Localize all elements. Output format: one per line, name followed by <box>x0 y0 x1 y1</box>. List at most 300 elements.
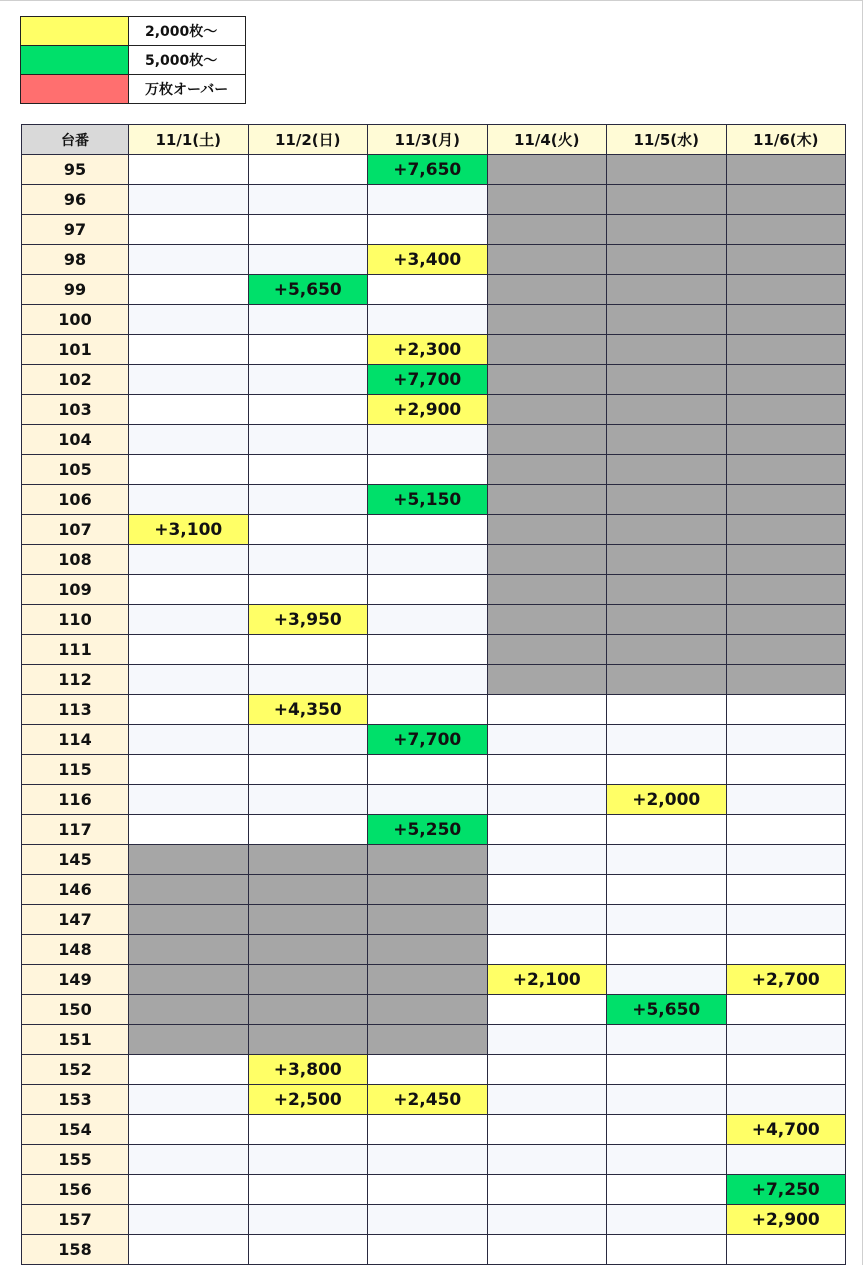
machine-number: 95 <box>22 155 129 185</box>
result-cell <box>368 875 488 905</box>
result-cell <box>368 665 488 695</box>
result-cell <box>248 1115 368 1145</box>
result-cell <box>248 965 368 995</box>
result-cell <box>726 365 846 395</box>
machine-number: 96 <box>22 185 129 215</box>
table-row <box>22 755 846 785</box>
result-cell <box>726 695 846 725</box>
result-cell <box>129 335 249 365</box>
result-cell: +3,950 <box>248 605 368 635</box>
table-row <box>22 1145 846 1175</box>
result-cell <box>248 635 368 665</box>
machine-number: 101 <box>22 335 129 365</box>
result-cell: +2,300 <box>368 335 488 365</box>
result-cell <box>726 1085 846 1115</box>
result-cell <box>607 305 727 335</box>
result-cell <box>368 215 488 245</box>
result-cell <box>726 605 846 635</box>
table-row <box>22 515 846 545</box>
result-cell <box>607 395 727 425</box>
result-cell <box>129 1025 249 1055</box>
result-cell <box>607 635 727 665</box>
result-cell <box>368 185 488 215</box>
result-cell: +2,900 <box>368 395 488 425</box>
result-cell <box>487 425 607 455</box>
result-cell: +4,700 <box>726 1115 846 1145</box>
result-cell <box>607 965 727 995</box>
result-cell <box>368 785 488 815</box>
table-row <box>22 875 846 905</box>
machine-number: 110 <box>22 605 129 635</box>
result-cell <box>726 905 846 935</box>
result-cell <box>726 245 846 275</box>
table-row <box>22 725 846 755</box>
machine-number: 154 <box>22 1115 129 1145</box>
result-cell <box>487 155 607 185</box>
machine-number: 113 <box>22 695 129 725</box>
result-cell <box>368 1115 488 1145</box>
result-cell <box>248 575 368 605</box>
result-cell: +5,250 <box>368 815 488 845</box>
result-cell <box>368 545 488 575</box>
result-cell <box>129 545 249 575</box>
result-cell <box>129 965 249 995</box>
machine-number: 116 <box>22 785 129 815</box>
table-row <box>22 995 846 1025</box>
machine-number: 106 <box>22 485 129 515</box>
result-cell <box>607 425 727 455</box>
table-row <box>22 245 846 275</box>
result-cell <box>726 155 846 185</box>
machine-number-header: 台番 <box>22 125 129 155</box>
table-row <box>22 155 846 185</box>
result-cell <box>487 995 607 1025</box>
result-cell <box>607 875 727 905</box>
result-cell <box>726 455 846 485</box>
machine-number: 158 <box>22 1235 129 1265</box>
result-cell <box>129 1175 249 1205</box>
result-cell <box>726 1235 846 1265</box>
result-cell <box>726 275 846 305</box>
result-cell <box>607 755 727 785</box>
table-row <box>22 785 846 815</box>
result-cell <box>368 695 488 725</box>
result-cell <box>607 515 727 545</box>
result-cell <box>129 1085 249 1115</box>
result-cell <box>607 605 727 635</box>
result-cell <box>487 635 607 665</box>
result-cell <box>607 185 727 215</box>
result-cell: +5,150 <box>368 485 488 515</box>
result-cell <box>487 395 607 425</box>
result-cell <box>248 365 368 395</box>
result-cell <box>368 275 488 305</box>
machine-number: 115 <box>22 755 129 785</box>
machine-number: 104 <box>22 425 129 455</box>
result-cell <box>487 755 607 785</box>
machine-number: 150 <box>22 995 129 1025</box>
result-cell <box>726 1145 846 1175</box>
result-cell <box>487 725 607 755</box>
result-cell <box>726 1025 846 1055</box>
result-cell <box>129 245 249 275</box>
result-cell <box>129 905 249 935</box>
table-row <box>22 575 846 605</box>
result-cell <box>368 575 488 605</box>
result-cell <box>487 305 607 335</box>
table-row <box>22 605 846 635</box>
result-cell <box>487 1085 607 1115</box>
machine-number: 97 <box>22 215 129 245</box>
result-cell <box>368 845 488 875</box>
results-table <box>21 124 846 1265</box>
result-cell: +2,000 <box>607 785 727 815</box>
result-cell <box>487 695 607 725</box>
result-cell <box>726 545 846 575</box>
result-cell: +7,700 <box>368 725 488 755</box>
result-cell <box>248 1205 368 1235</box>
table-row <box>22 185 846 215</box>
result-cell <box>607 275 727 305</box>
table-row <box>22 455 846 485</box>
result-cell <box>726 395 846 425</box>
result-cell <box>726 305 846 335</box>
result-cell <box>607 245 727 275</box>
result-cell <box>129 935 249 965</box>
machine-number: 108 <box>22 545 129 575</box>
result-cell <box>248 815 368 845</box>
result-cell <box>607 1235 727 1265</box>
result-cell <box>368 995 488 1025</box>
legend-swatch-yellow <box>21 17 129 46</box>
result-cell <box>368 905 488 935</box>
machine-number: 146 <box>22 875 129 905</box>
result-cell <box>368 605 488 635</box>
table-row <box>22 1175 846 1205</box>
result-cell <box>248 425 368 455</box>
legend-swatch-red <box>21 75 129 104</box>
result-cell <box>607 665 727 695</box>
result-cell <box>487 815 607 845</box>
result-cell <box>129 275 249 305</box>
result-cell <box>248 545 368 575</box>
result-cell <box>607 335 727 365</box>
result-cell <box>607 1175 727 1205</box>
result-cell <box>487 185 607 215</box>
result-cell <box>487 1205 607 1235</box>
result-cell <box>248 1025 368 1055</box>
machine-number: 148 <box>22 935 129 965</box>
result-cell <box>487 1175 607 1205</box>
result-cell <box>248 485 368 515</box>
result-cell: +3,800 <box>248 1055 368 1085</box>
table-row <box>22 935 846 965</box>
result-cell <box>248 755 368 785</box>
result-cell <box>248 905 368 935</box>
result-cell: +2,900 <box>726 1205 846 1235</box>
date-header: 11/5(水) <box>607 125 727 155</box>
result-cell: +5,650 <box>248 275 368 305</box>
result-cell <box>487 935 607 965</box>
result-cell <box>726 515 846 545</box>
result-cell <box>248 725 368 755</box>
result-cell <box>129 305 249 335</box>
result-cell <box>368 1175 488 1205</box>
result-cell <box>726 845 846 875</box>
table-row <box>22 695 846 725</box>
result-cell <box>248 335 368 365</box>
result-cell <box>607 455 727 485</box>
result-cell <box>129 185 249 215</box>
machine-number: 107 <box>22 515 129 545</box>
machine-number: 109 <box>22 575 129 605</box>
result-cell <box>607 725 727 755</box>
legend-label: 5,000枚～ <box>129 46 246 75</box>
machine-number: 151 <box>22 1025 129 1055</box>
result-cell <box>248 185 368 215</box>
table-row <box>22 425 846 455</box>
result-cell: +2,100 <box>487 965 607 995</box>
result-cell <box>726 425 846 455</box>
result-cell <box>368 1025 488 1055</box>
result-cell: +4,350 <box>248 695 368 725</box>
result-cell <box>607 1205 727 1235</box>
result-cell <box>487 875 607 905</box>
result-cell: +2,500 <box>248 1085 368 1115</box>
result-cell <box>487 545 607 575</box>
result-cell <box>248 305 368 335</box>
result-cell <box>726 815 846 845</box>
legend-label: 2,000枚～ <box>129 17 246 46</box>
machine-number: 98 <box>22 245 129 275</box>
machine-number: 102 <box>22 365 129 395</box>
result-cell <box>129 845 249 875</box>
table-row <box>22 215 846 245</box>
result-cell <box>607 1085 727 1115</box>
legend-swatch-green <box>21 46 129 75</box>
machine-number: 112 <box>22 665 129 695</box>
table-row <box>22 1085 846 1115</box>
result-cell <box>129 1205 249 1235</box>
table-row <box>22 1025 846 1055</box>
result-cell: +7,250 <box>726 1175 846 1205</box>
result-cell <box>248 665 368 695</box>
result-cell <box>726 635 846 665</box>
result-cell <box>726 785 846 815</box>
result-cell <box>368 1145 488 1175</box>
result-cell <box>726 755 846 785</box>
result-cell <box>487 1055 607 1085</box>
result-cell: +7,700 <box>368 365 488 395</box>
result-cell <box>726 875 846 905</box>
result-cell <box>368 425 488 455</box>
result-cell <box>607 1115 727 1145</box>
result-cell <box>368 635 488 665</box>
result-cell <box>726 1055 846 1085</box>
result-cell <box>607 695 727 725</box>
result-cell <box>129 725 249 755</box>
result-cell <box>487 845 607 875</box>
result-cell <box>487 785 607 815</box>
result-cell <box>487 515 607 545</box>
table-row <box>22 1055 846 1085</box>
result-cell <box>129 665 249 695</box>
result-cell <box>487 1115 607 1145</box>
table-row <box>22 305 846 335</box>
result-cell <box>607 155 727 185</box>
result-cell <box>487 605 607 635</box>
table-body <box>22 155 846 1265</box>
result-cell <box>129 575 249 605</box>
result-cell <box>726 335 846 365</box>
result-cell <box>368 1235 488 1265</box>
result-cell <box>129 215 249 245</box>
machine-number: 157 <box>22 1205 129 1235</box>
result-cell <box>368 755 488 785</box>
result-cell <box>607 1025 727 1055</box>
result-cell <box>248 1235 368 1265</box>
date-header: 11/4(火) <box>487 125 607 155</box>
result-cell <box>129 395 249 425</box>
result-cell <box>487 905 607 935</box>
result-cell <box>368 1205 488 1235</box>
result-cell <box>248 515 368 545</box>
table-row <box>22 545 846 575</box>
result-cell <box>607 815 727 845</box>
result-cell <box>129 1055 249 1085</box>
result-cell <box>487 455 607 485</box>
result-cell <box>487 1145 607 1175</box>
result-cell <box>487 245 607 275</box>
result-cell: +3,100 <box>129 515 249 545</box>
result-cell <box>368 935 488 965</box>
machine-number: 152 <box>22 1055 129 1085</box>
result-cell <box>248 215 368 245</box>
result-cell <box>248 785 368 815</box>
result-cell <box>607 1145 727 1175</box>
table-row <box>22 635 846 665</box>
result-cell <box>129 875 249 905</box>
result-cell <box>726 485 846 515</box>
machine-number: 103 <box>22 395 129 425</box>
machine-number: 145 <box>22 845 129 875</box>
machine-number: 111 <box>22 635 129 665</box>
result-cell <box>129 485 249 515</box>
result-cell <box>248 875 368 905</box>
result-cell <box>726 215 846 245</box>
table-row <box>22 275 846 305</box>
result-cell <box>368 965 488 995</box>
result-cell <box>248 245 368 275</box>
right-border <box>862 0 863 1265</box>
date-header: 11/6(木) <box>726 125 846 155</box>
result-cell <box>129 155 249 185</box>
result-cell <box>487 215 607 245</box>
result-cell <box>129 425 249 455</box>
result-cell <box>726 185 846 215</box>
date-header: 11/2(日) <box>248 125 368 155</box>
machine-number: 117 <box>22 815 129 845</box>
result-cell <box>487 485 607 515</box>
result-cell <box>129 1115 249 1145</box>
result-cell <box>487 365 607 395</box>
result-cell <box>607 485 727 515</box>
machine-number: 114 <box>22 725 129 755</box>
result-cell <box>607 935 727 965</box>
result-cell <box>607 215 727 245</box>
result-cell <box>726 935 846 965</box>
result-cell <box>607 905 727 935</box>
result-cell <box>607 545 727 575</box>
result-cell <box>129 785 249 815</box>
result-cell <box>726 575 846 605</box>
table-row <box>22 965 846 995</box>
machine-number: 153 <box>22 1085 129 1115</box>
result-cell <box>248 1175 368 1205</box>
result-cell <box>129 995 249 1025</box>
result-cell: +3,400 <box>368 245 488 275</box>
result-cell <box>607 575 727 605</box>
result-cell: +5,650 <box>607 995 727 1025</box>
result-cell <box>368 305 488 335</box>
legend-label: 万枚オーバー <box>129 75 246 104</box>
result-cell <box>368 1055 488 1085</box>
result-cell <box>368 455 488 485</box>
result-cell <box>726 665 846 695</box>
result-cell <box>368 515 488 545</box>
machine-number: 155 <box>22 1145 129 1175</box>
date-header: 11/3(月) <box>368 125 488 155</box>
table-row <box>22 815 846 845</box>
table-row <box>22 395 846 425</box>
result-cell <box>129 365 249 395</box>
result-cell <box>607 1055 727 1085</box>
header-row <box>22 125 846 155</box>
legend-row-5000 <box>21 46 246 75</box>
result-cell <box>487 1025 607 1055</box>
machine-number: 156 <box>22 1175 129 1205</box>
machine-number: 147 <box>22 905 129 935</box>
table-row <box>22 485 846 515</box>
result-cell <box>248 995 368 1025</box>
result-cell <box>129 1145 249 1175</box>
result-cell <box>129 455 249 485</box>
legend-row-2000 <box>21 17 246 46</box>
table-row <box>22 335 846 365</box>
result-cell <box>487 665 607 695</box>
table-row <box>22 1235 846 1265</box>
machine-number: 100 <box>22 305 129 335</box>
result-cell <box>607 365 727 395</box>
result-cell: +2,700 <box>726 965 846 995</box>
result-cell <box>129 1235 249 1265</box>
date-header: 11/1(土) <box>129 125 249 155</box>
result-cell <box>248 1145 368 1175</box>
table-row <box>22 1205 846 1235</box>
result-cell <box>129 815 249 845</box>
result-cell <box>129 755 249 785</box>
legend <box>20 16 246 104</box>
result-cell <box>248 395 368 425</box>
table-row <box>22 905 846 935</box>
result-cell <box>726 725 846 755</box>
result-cell: +7,650 <box>368 155 488 185</box>
result-cell <box>248 935 368 965</box>
result-cell <box>129 635 249 665</box>
result-cell <box>726 995 846 1025</box>
result-cell <box>129 605 249 635</box>
legend-row-10000 <box>21 75 246 104</box>
